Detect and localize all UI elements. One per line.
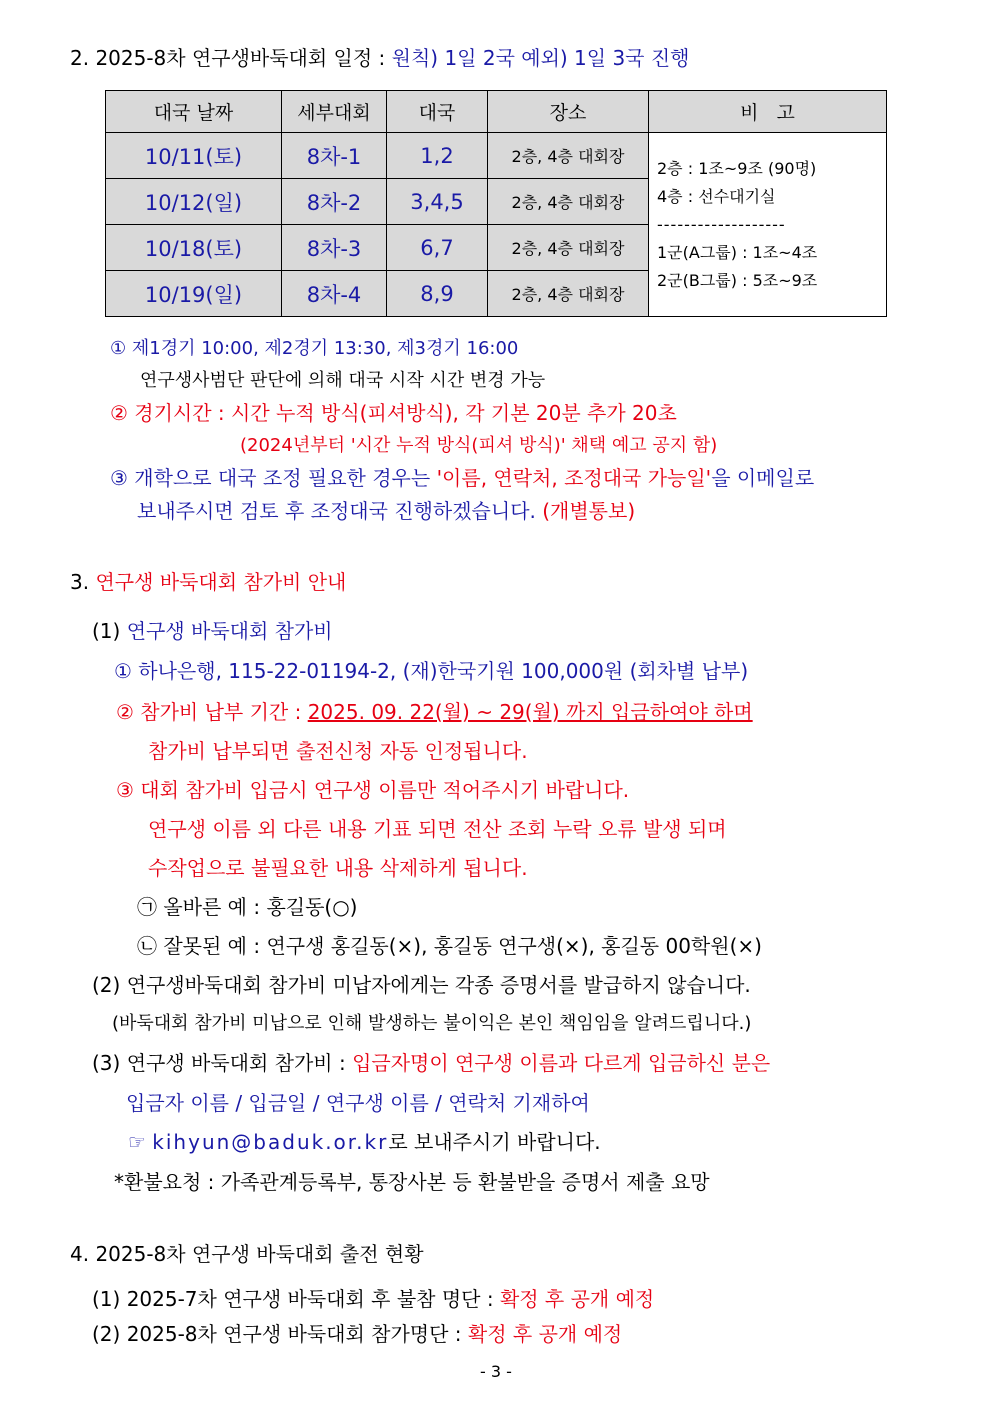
different-name-label: (3) 연구생 바둑대회 참가비 :	[92, 1051, 353, 1075]
reschedule-fields: '이름, 연락처, 조정대국 가능일'	[436, 466, 712, 490]
payment-period	[116, 698, 753, 726]
cell-event: 8차-2	[282, 179, 387, 225]
contact-email[interactable]: kihyun@baduk.or.kr	[152, 1130, 389, 1154]
schedule-table	[105, 90, 887, 317]
time-control: ② 경기시간 : 시간 누적 방식(피셔방식), 각 기본 20분 추가 20초	[110, 401, 677, 425]
unpaid-disclaimer: (바둑대회 참가비 미납으로 인해 발생하는 불이익은 본인 책임임을 알려드립니다.)	[112, 1013, 752, 1034]
different-name-text: 입금자명이 연구생 이름과 다르게 입금하신 분은	[352, 1051, 771, 1075]
reschedule-text: ③ 개학으로 대국 조정 필요한 경우는	[110, 466, 437, 490]
individual-notice: (개별통보)	[542, 499, 636, 523]
fee-subheading	[92, 617, 333, 645]
reschedule-text-end: 을 이메일로	[711, 466, 815, 490]
deposit-name-rule: ③ 대회 참가비 입금시 연구생 이름만 적어주시기 바랍니다.	[116, 778, 630, 802]
absent-list-label: (1) 2025-7차 연구생 바둑대회 후 불참 명단 :	[92, 1287, 500, 1311]
header-event: 세부대회	[282, 91, 387, 133]
note-divider: -------------------	[657, 214, 786, 234]
table-row	[106, 133, 887, 179]
deposit-name-rule-3: 수작업으로 불필요한 내용 삭제하게 됩니다.	[148, 856, 528, 880]
pointing-hand-icon: ☞	[128, 1130, 146, 1154]
header-place: 장소	[488, 91, 649, 133]
reschedule-text-2: 보내주시면 검토 후 조정대국 진행하겠습니다.	[137, 499, 543, 523]
time-control-note: (2024년부터 '시간 누적 방식(피셔 방식)' 채택 예고 공지 함)	[240, 435, 718, 456]
section-2-heading	[70, 44, 690, 72]
absent-list-line	[92, 1285, 654, 1313]
refund-request: *환불요청 : 가족관계등록부, 통장사본 등 환불받을 증명서 제출 요망	[114, 1170, 710, 1194]
correct-example: ㉠ 올바른 예 : 홍길동(○)	[137, 895, 358, 919]
reschedule-notice-2	[137, 497, 635, 525]
game-times: ① 제1경기 10:00, 제2경기 13:30, 제3경기 16:00	[110, 338, 519, 359]
cell-event: 8차-4	[282, 271, 387, 317]
cell-games: 1,2	[387, 133, 488, 179]
participant-list-line	[92, 1320, 622, 1348]
payment-period-label: ② 참가비 납부 기간 :	[116, 700, 308, 724]
cell-event: 8차-1	[282, 133, 387, 179]
reschedule-notice	[110, 464, 814, 492]
cell-note	[649, 133, 887, 317]
cell-date: 10/18(토)	[106, 225, 282, 271]
fee-subheading-number: (1)	[92, 619, 127, 643]
deposit-name-rule-2: 연구생 이름 외 다른 내용 기표 되면 전산 조회 누락 오류 발생 되며	[148, 817, 727, 841]
cell-games: 3,4,5	[387, 179, 488, 225]
bank-account: ① 하나은행, 115-22-01194-2, (재)한국기원 100,000원 (회차별 납부)	[114, 659, 749, 683]
cell-games: 8,9	[387, 271, 488, 317]
email-line-text: 로 보내주시기 바랍니다.	[388, 1130, 601, 1154]
email-line	[128, 1128, 601, 1156]
section-2-rule: 원칙) 1일 2국 예외) 1일 3국 진행	[391, 46, 690, 70]
section-3-number: 3.	[70, 570, 96, 594]
payment-auto-accept: 참가비 납부되면 출전신청 자동 인정됩니다.	[148, 739, 528, 763]
cell-place: 2층, 4층 대회장	[488, 133, 649, 179]
note-line: 4층 : 선수대기실	[657, 186, 776, 206]
section-3-title: 연구생 바둑대회 참가비 안내	[95, 570, 347, 594]
cell-place: 2층, 4층 대회장	[488, 271, 649, 317]
section-2-title: 2. 2025-8차 연구생바둑대회 일정 :	[70, 46, 386, 70]
unpaid-certificate-notice: (2) 연구생바둑대회 참가비 미납자에게는 각종 증명서를 발급하지 않습니다.	[92, 973, 751, 997]
required-info: 입금자 이름 / 입금일 / 연구생 이름 / 연락처 기재하여	[126, 1091, 590, 1115]
section-3-heading	[70, 568, 346, 596]
cell-place: 2층, 4층 대회장	[488, 225, 649, 271]
page-number: - 3 -	[480, 1362, 512, 1381]
cell-event: 8차-3	[282, 225, 387, 271]
cell-games: 6,7	[387, 225, 488, 271]
header-note: 비 고	[649, 91, 887, 133]
game-times-note: 연구생사범단 판단에 의해 대국 시작 시간 변경 가능	[140, 370, 546, 391]
different-name-notice	[92, 1049, 770, 1077]
header-games: 대국	[387, 91, 488, 133]
cell-place: 2층, 4층 대회장	[488, 179, 649, 225]
section-4-heading: 4. 2025-8차 연구생 바둑대회 출전 현황	[70, 1242, 424, 1266]
table-header-row	[106, 91, 887, 133]
payment-period-dates: 2025. 09. 22(월) ~ 29(월) 까지 입금하여야 하며	[307, 700, 753, 724]
wrong-example: ㉡ 잘못된 예 : 연구생 홍길동(×), 홍길동 연구생(×), 홍길동 00학원(×)	[137, 934, 762, 958]
note-line: 2군(B그룹) : 5조~9조	[657, 270, 818, 290]
absent-list-status: 확정 후 공개 예정	[499, 1287, 655, 1311]
cell-date: 10/11(토)	[106, 133, 282, 179]
note-line: 2층 : 1조~9조 (90명)	[657, 158, 817, 178]
header-date: 대국 날짜	[106, 91, 282, 133]
fee-subheading-text: 연구생 바둑대회 참가비	[126, 619, 333, 643]
cell-date: 10/19(일)	[106, 271, 282, 317]
participant-list-label: (2) 2025-8차 연구생 바둑대회 참가명단 :	[92, 1322, 468, 1346]
cell-date: 10/12(일)	[106, 179, 282, 225]
participant-list-status: 확정 후 공개 예정	[467, 1322, 623, 1346]
note-line: 1군(A그룹) : 1조~4조	[657, 242, 818, 262]
